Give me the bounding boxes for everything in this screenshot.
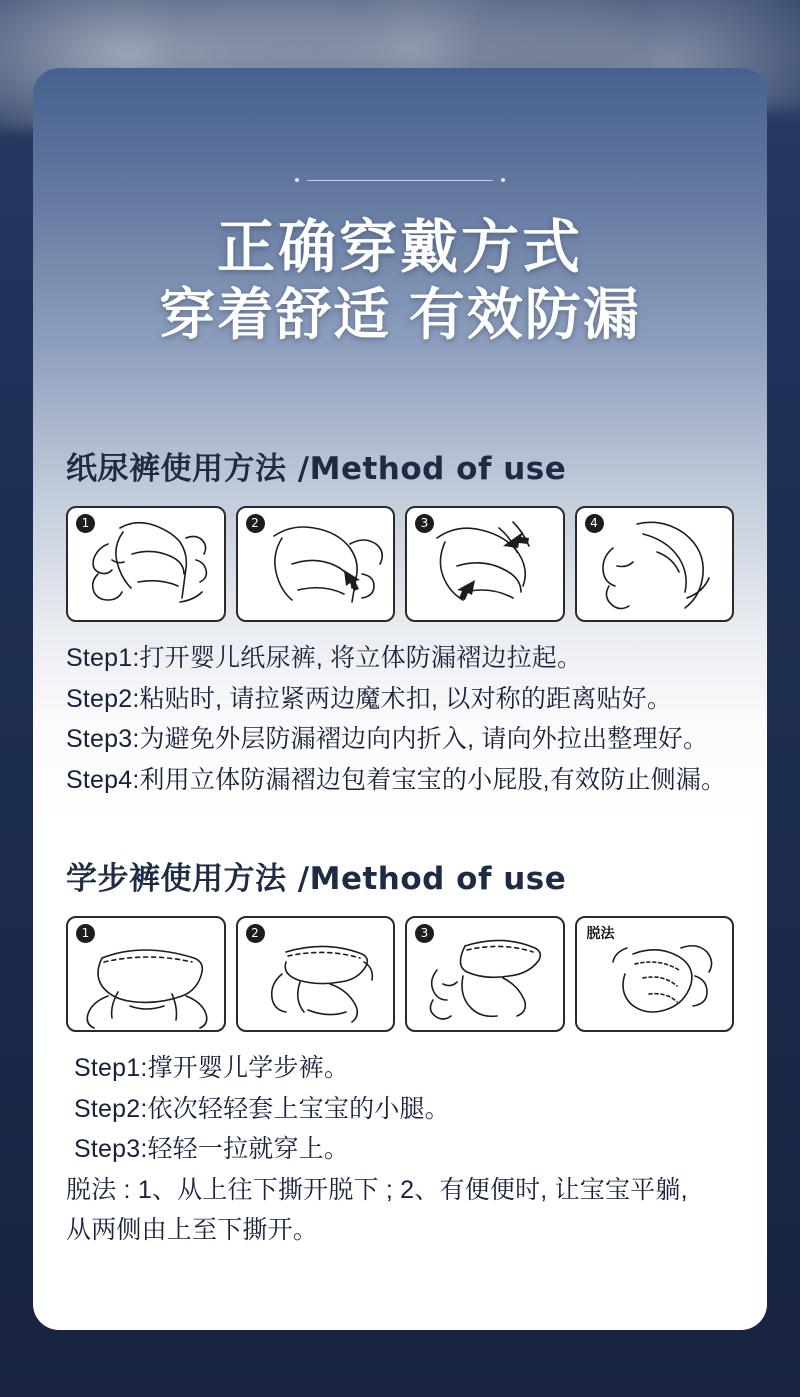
panel-badge-7: 3 — [415, 924, 434, 943]
step-line: Step3:轻轻一拉就穿上。 — [74, 1135, 350, 1163]
illustration-panel-4 — [575, 506, 735, 622]
illustration-panel-6 — [236, 916, 396, 1032]
panel-badge-2: 2 — [246, 514, 265, 533]
section-heading-diaper — [66, 443, 734, 488]
step-line: Step3:为避免外层防漏褶边向内折入, 请向外拉出整理好。 — [66, 725, 709, 753]
section-diaper — [66, 443, 734, 800]
illustration-strip-training-pants — [66, 916, 734, 1032]
illustration-strip-diaper — [66, 506, 734, 622]
illustration-panel-8 — [575, 916, 735, 1032]
panel-badge-1: 1 — [76, 514, 95, 533]
step-line: Step1:撑开婴儿学步裤。 — [74, 1054, 350, 1082]
title-line-2: 穿着舒适 有效防漏 — [159, 282, 641, 346]
step-line: 脱法 : 1、从上往下撕开脱下 ; 2、有便便时, 让宝宝平躺, — [66, 1175, 688, 1204]
step-line: Step2:依次轻轻套上宝宝的小腿。 — [74, 1094, 450, 1123]
steps-list-training-pants — [66, 1048, 734, 1251]
illustration-panel-5 — [66, 916, 226, 1032]
panel-badge-8: 脱法 — [586, 925, 615, 941]
divider-dot-right — [501, 178, 505, 182]
divider-line — [307, 180, 493, 181]
step-line: 从两侧由上至下撕开。 — [66, 1216, 319, 1244]
divider-dot-left — [295, 178, 299, 182]
section-heading-cn: 纸尿裤使用方法 — [66, 451, 287, 486]
illustration-panel-2 — [236, 506, 396, 622]
panel-badge-5: 1 — [76, 924, 95, 943]
illustration-panel-3 — [405, 506, 565, 622]
steps-list-diaper — [66, 638, 734, 800]
step-line: Step1:打开婴儿纸尿裤, 将立体防漏褶边拉起。 — [66, 644, 583, 672]
section-heading-cn: 学步裤使用方法 — [66, 861, 287, 896]
step-line: Step4:利用立体防漏褶边包着宝宝的小屁股,有效防止侧漏。 — [66, 765, 727, 794]
illustration-panel-1 — [66, 506, 226, 622]
page-title — [33, 216, 767, 348]
step-line: Step2:粘贴时, 请拉紧两边魔术扣, 以对称的距离贴好。 — [66, 684, 673, 713]
section-heading-training-pants — [66, 853, 734, 898]
section-heading-en: /Method of use — [286, 861, 567, 897]
header-divider — [33, 178, 767, 182]
panel-badge-3: 3 — [415, 514, 434, 533]
section-heading-en: /Method of use — [286, 451, 567, 487]
illustration-panel-7 — [405, 916, 565, 1032]
content-card — [33, 68, 767, 1330]
panel-badge-6: 2 — [246, 924, 265, 943]
title-line-1: 正确穿戴方式 — [216, 215, 583, 280]
panel-badge-4: 4 — [585, 514, 604, 533]
section-training-pants — [66, 853, 734, 1251]
